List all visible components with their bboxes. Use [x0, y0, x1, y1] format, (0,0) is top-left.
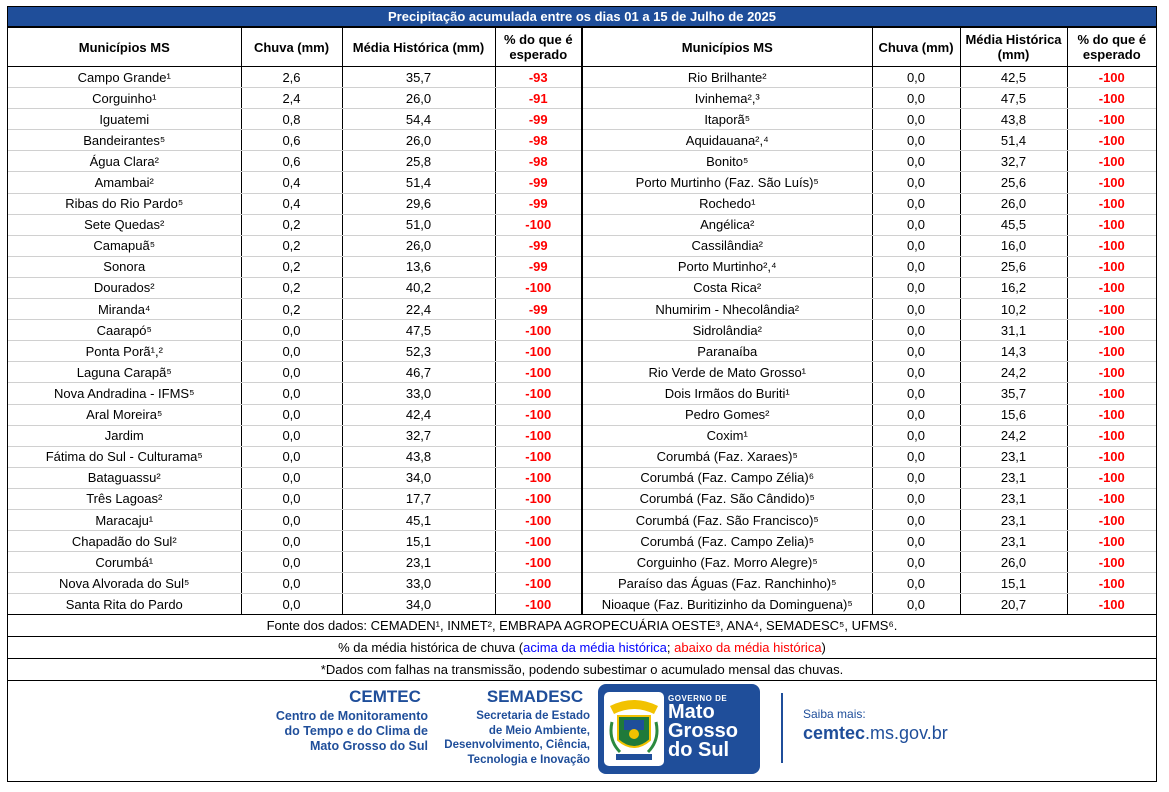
right-municipio-cell: Corumbá (Faz. Campo Zelia)⁵	[582, 531, 872, 552]
right-media-cell: 26,0	[960, 552, 1067, 573]
left-media-cell: 42,4	[342, 404, 495, 425]
left-pct-cell: -100	[495, 214, 582, 235]
table-row	[8, 130, 1156, 151]
table-row	[8, 341, 1156, 362]
table-row	[8, 446, 1156, 467]
left-media-cell: 15,1	[342, 531, 495, 552]
gov-logo-line3: do Sul	[668, 739, 730, 762]
right-media-cell: 14,3	[960, 341, 1067, 362]
left-media-cell: 13,6	[342, 256, 495, 277]
left-chuva-cell: 0,0	[241, 383, 342, 404]
right-municipio-cell: Sidrolândia²	[582, 320, 872, 341]
right-municipio-cell: Nhumirim - Nhecolândia²	[582, 299, 872, 320]
right-municipio-cell: Pedro Gomes²	[582, 404, 872, 425]
legend-prefix: % da média histórica de chuva (	[338, 640, 524, 656]
right-chuva-cell: 0,0	[872, 67, 960, 88]
left-chuva-cell: 0,0	[241, 425, 342, 446]
left-municipio-cell: Corumbá¹	[8, 552, 241, 573]
semadesc-logo-title: SEMADESC	[486, 687, 584, 707]
left-municipio-cell: Santa Rita do Pardo	[8, 594, 241, 615]
left-municipio-cell: Miranda⁴	[8, 299, 241, 320]
left-municipio-cell: Dourados²	[8, 277, 241, 298]
right-municipio-cell: Porto Murtinho²,⁴	[582, 256, 872, 277]
table-row	[8, 509, 1156, 530]
site-bold: cemtec	[803, 723, 866, 744]
semadesc-sub-line1: Secretaria de Estado	[476, 710, 590, 723]
header-media-right-line2: (mm)	[997, 47, 1030, 62]
table-row	[8, 488, 1156, 509]
left-media-cell: 54,4	[342, 109, 495, 130]
right-pct-cell: -100	[1067, 467, 1156, 488]
right-media-cell: 24,2	[960, 362, 1067, 383]
header-chuva-right: Chuva (mm)	[872, 28, 960, 67]
left-pct-cell: -100	[495, 594, 582, 615]
right-pct-cell: -100	[1067, 214, 1156, 235]
left-pct-cell: -100	[495, 277, 582, 298]
right-municipio-cell: Rio Verde de Mato Grosso¹	[582, 362, 872, 383]
left-pct-cell: -91	[495, 88, 582, 109]
right-chuva-cell: 0,0	[872, 594, 960, 615]
right-pct-cell: -100	[1067, 109, 1156, 130]
precipitation-table	[8, 27, 1156, 615]
left-pct-cell: -98	[495, 151, 582, 172]
left-chuva-cell: 0,0	[241, 552, 342, 573]
left-municipio-cell: Chapadão do Sul²	[8, 531, 241, 552]
table-row	[8, 299, 1156, 320]
right-municipio-cell: Ivinhema²,³	[582, 88, 872, 109]
right-media-cell: 10,2	[960, 299, 1067, 320]
table-row	[8, 256, 1156, 277]
right-pct-cell: -100	[1067, 404, 1156, 425]
left-media-cell: 26,0	[342, 235, 495, 256]
right-municipio-cell: Nioaque (Faz. Buritizinho da Dominguena)⁵	[582, 594, 872, 615]
right-municipio-cell: Corumbá (Faz. Campo Zélia)⁶	[582, 467, 872, 488]
report-frame	[7, 6, 1157, 782]
left-chuva-cell: 0,0	[241, 362, 342, 383]
right-chuva-cell: 0,0	[872, 467, 960, 488]
left-media-cell: 22,4	[342, 299, 495, 320]
left-pct-cell: -98	[495, 130, 582, 151]
right-pct-cell: -100	[1067, 320, 1156, 341]
left-municipio-cell: Jardim	[8, 425, 241, 446]
source-note: Fonte dos dados: CEMADEN¹, INMET², EMBRAPA AGROPECUÁRIA OESTE³, ANA⁴, SEMADESC⁵, UFMS⁶.	[8, 615, 1156, 637]
right-media-cell: 23,1	[960, 446, 1067, 467]
transmission-note: *Dados com falhas na transmissão, podendo subestimar o acumulado mensal das chuvas.	[8, 659, 1156, 681]
left-municipio-cell: Campo Grande¹	[8, 67, 241, 88]
left-media-cell: 25,8	[342, 151, 495, 172]
right-media-cell: 23,1	[960, 488, 1067, 509]
left-pct-cell: -100	[495, 383, 582, 404]
header-pct-right-line2: esperado	[1082, 47, 1141, 62]
table-row	[8, 151, 1156, 172]
table-row	[8, 172, 1156, 193]
right-chuva-cell: 0,0	[872, 88, 960, 109]
table-row	[8, 467, 1156, 488]
legend-suffix: )	[821, 640, 826, 656]
left-chuva-cell: 0,2	[241, 299, 342, 320]
header-chuva-left: Chuva (mm)	[241, 28, 342, 67]
left-pct-cell: -100	[495, 488, 582, 509]
header-pct-right-line1: % do que é	[1077, 32, 1147, 47]
website-link[interactable]	[803, 723, 948, 744]
right-media-cell: 32,7	[960, 151, 1067, 172]
header-media-right-line1: Média Histórica	[965, 32, 1062, 47]
right-media-cell: 31,1	[960, 320, 1067, 341]
right-chuva-cell: 0,0	[872, 425, 960, 446]
logo-divider	[781, 693, 783, 763]
right-pct-cell: -100	[1067, 531, 1156, 552]
right-chuva-cell: 0,0	[872, 256, 960, 277]
left-pct-cell: -100	[495, 573, 582, 594]
right-pct-cell: -100	[1067, 235, 1156, 256]
left-chuva-cell: 0,4	[241, 172, 342, 193]
right-pct-cell: -100	[1067, 425, 1156, 446]
gov-logo-line2: Grosso	[668, 720, 739, 743]
left-chuva-cell: 2,4	[241, 88, 342, 109]
left-media-cell: 33,0	[342, 573, 495, 594]
cemtec-logo-subtitle	[248, 709, 428, 754]
right-chuva-cell: 0,0	[872, 509, 960, 530]
left-pct-cell: -100	[495, 552, 582, 573]
right-chuva-cell: 0,0	[872, 362, 960, 383]
left-pct-cell: -99	[495, 299, 582, 320]
right-media-cell: 25,6	[960, 256, 1067, 277]
right-chuva-cell: 0,0	[872, 214, 960, 235]
left-media-cell: 32,7	[342, 425, 495, 446]
right-municipio-cell: Corguinho (Faz. Morro Alegre)⁵	[582, 552, 872, 573]
right-pct-cell: -100	[1067, 573, 1156, 594]
left-municipio-cell: Corguinho¹	[8, 88, 241, 109]
left-media-cell: 34,0	[342, 594, 495, 615]
right-municipio-cell: Corumbá (Faz. São Francisco)⁵	[582, 509, 872, 530]
left-media-cell: 17,7	[342, 488, 495, 509]
legend-sep: ;	[666, 640, 675, 656]
right-municipio-cell: Corumbá (Faz. Xaraes)⁵	[582, 446, 872, 467]
left-chuva-cell: 0,4	[241, 193, 342, 214]
left-pct-cell: -100	[495, 509, 582, 530]
gov-logo-name	[668, 703, 738, 760]
header-media-right	[960, 28, 1067, 67]
right-chuva-cell: 0,0	[872, 320, 960, 341]
right-media-cell: 15,1	[960, 573, 1067, 594]
saiba-mais-label: Saiba mais:	[803, 707, 866, 722]
right-chuva-cell: 0,0	[872, 109, 960, 130]
left-municipio-cell: Laguna Carapã⁵	[8, 362, 241, 383]
right-chuva-cell: 0,0	[872, 299, 960, 320]
right-media-cell: 43,8	[960, 109, 1067, 130]
left-chuva-cell: 0,2	[241, 256, 342, 277]
left-municipio-cell: Sonora	[8, 256, 241, 277]
semadesc-sub-line2: de Meio Ambiente,	[488, 724, 590, 737]
header-pct-line2: esperado	[509, 47, 568, 62]
left-pct-cell: -100	[495, 362, 582, 383]
left-media-cell: 46,7	[342, 362, 495, 383]
right-media-cell: 16,0	[960, 235, 1067, 256]
right-pct-cell: -100	[1067, 362, 1156, 383]
right-pct-cell: -100	[1067, 151, 1156, 172]
right-pct-cell: -100	[1067, 488, 1156, 509]
right-media-cell: 47,5	[960, 88, 1067, 109]
left-media-cell: 23,1	[342, 552, 495, 573]
right-pct-cell: -100	[1067, 256, 1156, 277]
left-media-cell: 35,7	[342, 67, 495, 88]
gov-logo-line1: Mato	[668, 701, 715, 724]
cemtec-sub-line2: do Tempo e do Clima de	[284, 724, 428, 739]
left-media-cell: 51,4	[342, 172, 495, 193]
left-media-cell: 45,1	[342, 509, 495, 530]
left-municipio-cell: Ribas do Rio Pardo⁵	[8, 193, 241, 214]
right-municipio-cell: Aquidauana²,⁴	[582, 130, 872, 151]
left-chuva-cell: 0,0	[241, 446, 342, 467]
right-media-cell: 16,2	[960, 277, 1067, 298]
right-media-cell: 45,5	[960, 214, 1067, 235]
left-chuva-cell: 0,0	[241, 341, 342, 362]
table-row	[8, 573, 1156, 594]
right-pct-cell: -100	[1067, 193, 1156, 214]
left-media-cell: 34,0	[342, 467, 495, 488]
left-media-cell: 40,2	[342, 277, 495, 298]
cemtec-logo-title: CEMTEC	[349, 687, 421, 707]
right-chuva-cell: 0,0	[872, 277, 960, 298]
semadesc-sub-line3: Desenvolvimento, Ciência,	[444, 739, 590, 752]
government-logo	[598, 684, 760, 774]
cemtec-sub-line3: Mato Grosso do Sul	[309, 739, 428, 754]
right-media-cell: 25,6	[960, 172, 1067, 193]
left-chuva-cell: 0,6	[241, 130, 342, 151]
table-row	[8, 277, 1156, 298]
left-pct-cell: -99	[495, 256, 582, 277]
table-row	[8, 193, 1156, 214]
left-chuva-cell: 0,0	[241, 531, 342, 552]
table-row	[8, 404, 1156, 425]
right-municipio-cell: Dois Irmãos do Buriti¹	[582, 383, 872, 404]
right-pct-cell: -100	[1067, 130, 1156, 151]
right-municipio-cell: Itaporã⁵	[582, 109, 872, 130]
right-municipio-cell: Paraíso das Águas (Faz. Ranchinho)⁵	[582, 573, 872, 594]
right-chuva-cell: 0,0	[872, 172, 960, 193]
right-chuva-cell: 0,0	[872, 404, 960, 425]
table-row	[8, 214, 1156, 235]
left-chuva-cell: 0,0	[241, 404, 342, 425]
header-media-left: Média Histórica (mm)	[342, 28, 495, 67]
left-chuva-cell: 0,6	[241, 151, 342, 172]
left-media-cell: 47,5	[342, 320, 495, 341]
site-rest: .ms.gov.br	[865, 723, 948, 744]
table-row	[8, 531, 1156, 552]
header-pct-right	[1067, 28, 1156, 67]
left-municipio-cell: Ponta Porã¹,²	[8, 341, 241, 362]
left-media-cell: 43,8	[342, 446, 495, 467]
left-media-cell: 52,3	[342, 341, 495, 362]
header-pct-left	[495, 28, 582, 67]
state-coat-of-arms-icon	[604, 692, 664, 766]
left-municipio-cell: Caarapó⁵	[8, 320, 241, 341]
right-chuva-cell: 0,0	[872, 193, 960, 214]
left-municipio-cell: Nova Alvorada do Sul⁵	[8, 573, 241, 594]
right-pct-cell: -100	[1067, 67, 1156, 88]
right-pct-cell: -100	[1067, 446, 1156, 467]
left-municipio-cell: Nova Andradina - IFMS⁵	[8, 383, 241, 404]
table-body	[8, 67, 1156, 615]
left-municipio-cell: Camapuã⁵	[8, 235, 241, 256]
table-row	[8, 425, 1156, 446]
legend-below: abaixo da média histórica	[674, 640, 822, 656]
right-municipio-cell: Coxim¹	[582, 425, 872, 446]
left-chuva-cell: 0,0	[241, 573, 342, 594]
left-pct-cell: -100	[495, 404, 582, 425]
left-pct-cell: -100	[495, 425, 582, 446]
left-municipio-cell: Bandeirantes⁵	[8, 130, 241, 151]
left-media-cell: 26,0	[342, 88, 495, 109]
right-pct-cell: -100	[1067, 341, 1156, 362]
right-media-cell: 20,7	[960, 594, 1067, 615]
right-municipio-cell: Porto Murtinho (Faz. São Luís)⁵	[582, 172, 872, 193]
table-row	[8, 88, 1156, 109]
left-municipio-cell: Maracaju¹	[8, 509, 241, 530]
right-chuva-cell: 0,0	[872, 573, 960, 594]
right-municipio-cell: Angélica²	[582, 214, 872, 235]
legend-above: acima da média histórica	[523, 640, 667, 656]
semadesc-logo-subtitle	[428, 709, 590, 767]
right-pct-cell: -100	[1067, 172, 1156, 193]
left-pct-cell: -99	[495, 235, 582, 256]
page-title: Precipitação acumulada entre os dias 01 a 15 de Julho de 2025	[8, 7, 1156, 27]
left-chuva-cell: 0,2	[241, 214, 342, 235]
table-row	[8, 362, 1156, 383]
right-municipio-cell: Cassilândia²	[582, 235, 872, 256]
right-media-cell: 24,2	[960, 425, 1067, 446]
right-municipio-cell: Bonito⁵	[582, 151, 872, 172]
left-municipio-cell: Iguatemi	[8, 109, 241, 130]
table-row	[8, 594, 1156, 615]
left-municipio-cell: Três Lagoas²	[8, 488, 241, 509]
table-row	[8, 383, 1156, 404]
right-pct-cell: -100	[1067, 88, 1156, 109]
left-pct-cell: -100	[495, 467, 582, 488]
left-pct-cell: -99	[495, 109, 582, 130]
semadesc-sub-line4: Tecnologia e Inovação	[467, 753, 590, 766]
left-municipio-cell: Bataguassu²	[8, 467, 241, 488]
left-pct-cell: -100	[495, 531, 582, 552]
right-media-cell: 51,4	[960, 130, 1067, 151]
table-row	[8, 235, 1156, 256]
right-chuva-cell: 0,0	[872, 235, 960, 256]
right-pct-cell: -100	[1067, 383, 1156, 404]
left-media-cell: 33,0	[342, 383, 495, 404]
right-municipio-cell: Rochedo¹	[582, 193, 872, 214]
table-row	[8, 320, 1156, 341]
right-pct-cell: -100	[1067, 299, 1156, 320]
left-media-cell: 26,0	[342, 130, 495, 151]
table-row	[8, 552, 1156, 573]
header-pct-line1: % do que é	[503, 32, 573, 47]
right-municipio-cell: Costa Rica²	[582, 277, 872, 298]
right-media-cell: 26,0	[960, 193, 1067, 214]
table-row	[8, 109, 1156, 130]
right-media-cell: 23,1	[960, 531, 1067, 552]
right-municipio-cell: Paranaíba	[582, 341, 872, 362]
cemtec-sub-line1: Centro de Monitoramento	[275, 709, 428, 724]
left-municipio-cell: Aral Moreira⁵	[8, 404, 241, 425]
left-chuva-cell: 2,6	[241, 67, 342, 88]
left-municipio-cell: Fátima do Sul - Culturama⁵	[8, 446, 241, 467]
left-pct-cell: -100	[495, 446, 582, 467]
right-chuva-cell: 0,0	[872, 531, 960, 552]
right-chuva-cell: 0,0	[872, 341, 960, 362]
left-media-cell: 51,0	[342, 214, 495, 235]
header-municipios-left: Municípios MS	[8, 28, 241, 67]
left-municipio-cell: Água Clara²	[8, 151, 241, 172]
right-chuva-cell: 0,0	[872, 488, 960, 509]
right-media-cell: 23,1	[960, 467, 1067, 488]
left-pct-cell: -100	[495, 341, 582, 362]
left-media-cell: 29,6	[342, 193, 495, 214]
gov-logo-small-text: GOVERNO DE	[668, 694, 728, 704]
right-chuva-cell: 0,0	[872, 151, 960, 172]
right-municipio-cell: Corumbá (Faz. São Cândido)⁵	[582, 488, 872, 509]
legend-note	[8, 637, 1156, 659]
right-pct-cell: -100	[1067, 509, 1156, 530]
right-media-cell: 35,7	[960, 383, 1067, 404]
header-municipios-right: Municípios MS	[582, 28, 872, 67]
left-pct-cell: -99	[495, 193, 582, 214]
right-media-cell: 23,1	[960, 509, 1067, 530]
right-chuva-cell: 0,0	[872, 552, 960, 573]
left-pct-cell: -99	[495, 172, 582, 193]
left-chuva-cell: 0,2	[241, 277, 342, 298]
left-municipio-cell: Sete Quedas²	[8, 214, 241, 235]
left-chuva-cell: 0,0	[241, 467, 342, 488]
right-municipio-cell: Rio Brilhante²	[582, 67, 872, 88]
right-media-cell: 15,6	[960, 404, 1067, 425]
right-pct-cell: -100	[1067, 594, 1156, 615]
right-chuva-cell: 0,0	[872, 446, 960, 467]
table-header-row	[8, 28, 1156, 67]
logos-bar	[8, 681, 1156, 779]
left-chuva-cell: 0,0	[241, 320, 342, 341]
right-pct-cell: -100	[1067, 277, 1156, 298]
left-municipio-cell: Amambai²	[8, 172, 241, 193]
right-chuva-cell: 0,0	[872, 383, 960, 404]
left-chuva-cell: 0,2	[241, 235, 342, 256]
left-chuva-cell: 0,0	[241, 488, 342, 509]
right-pct-cell: -100	[1067, 552, 1156, 573]
left-chuva-cell: 0,0	[241, 594, 342, 615]
left-pct-cell: -100	[495, 320, 582, 341]
right-chuva-cell: 0,0	[872, 130, 960, 151]
left-pct-cell: -93	[495, 67, 582, 88]
right-media-cell: 42,5	[960, 67, 1067, 88]
left-chuva-cell: 0,8	[241, 109, 342, 130]
left-chuva-cell: 0,0	[241, 509, 342, 530]
table-row	[8, 67, 1156, 88]
